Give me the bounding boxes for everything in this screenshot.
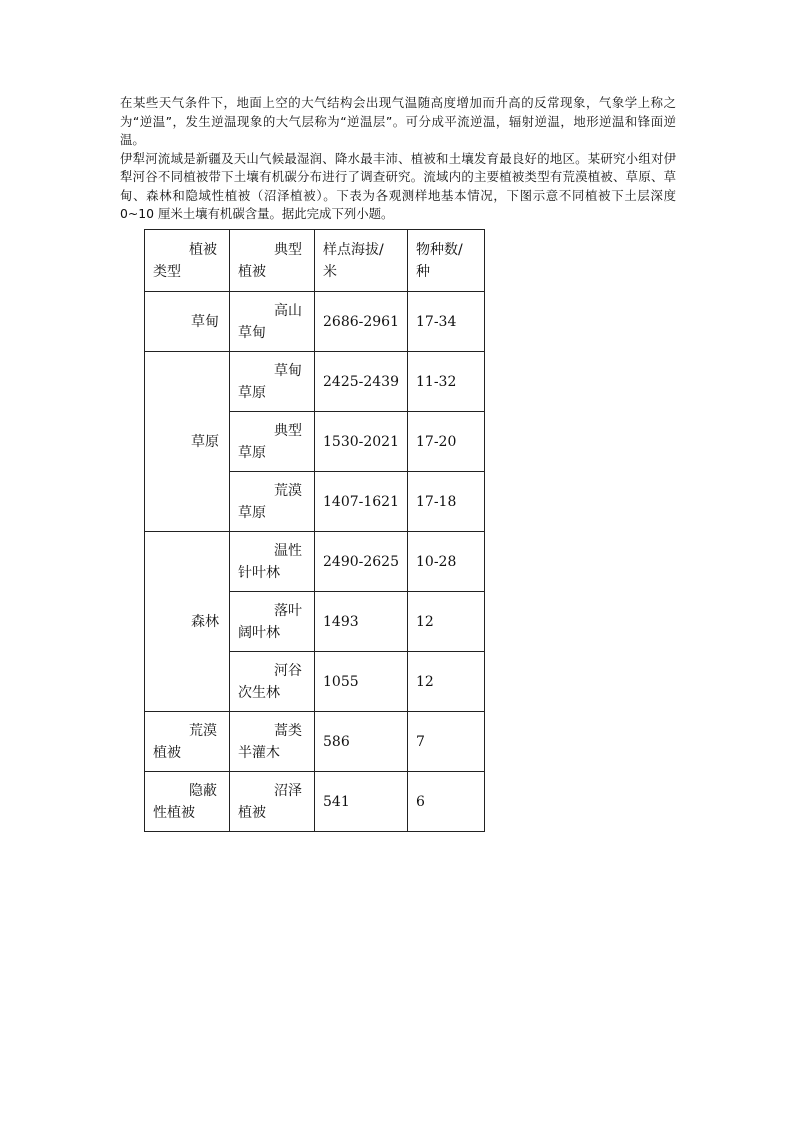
table-row	[145, 352, 485, 412]
typical-vegetation-cell: 蒿类 半灌木	[230, 712, 315, 772]
typical-vegetation-cell: 草甸 草原	[230, 352, 315, 412]
group-cell: 荒漠 植被	[145, 712, 230, 772]
intro-paragraph-2: 伊犁河流域是新疆及天山气候最湿润、降水最丰沛、植被和土壤发育最良好的地区。某研究小组对伊犁河谷不同植被带下土壤有机碳分布进行了调查研究。流域内的主要植被类型有荒漠植被、草原、草甸、森林和隐域性植被（沼泽植被）。下表为各观测样地基本情况，下图示意不同植被下土层深度 0~10 厘米土壤有机碳含量。据此完成下列小题。	[120, 150, 676, 221]
species-cell: 17-34	[408, 292, 485, 352]
elevation-cell: 2490-2625	[315, 532, 408, 592]
typical-vegetation-cell: 荒漠 草原	[230, 472, 315, 532]
intro-paragraph-1: 在某些天气条件下，地面上空的大气结构会出现气温随高度增加而升高的反常现象，气象学上称之为“逆温”，发生逆温现象的大气层称为“逆温层”。可分成平流逆温，辐射逆温，地形逆温和锋面逆温。	[120, 95, 676, 147]
group-cell: 草原	[145, 352, 230, 532]
elevation-cell: 2425-2439	[315, 352, 408, 412]
species-cell: 12	[408, 652, 485, 712]
species-cell: 7	[408, 712, 485, 772]
typical-vegetation-cell: 温性 针叶林	[230, 532, 315, 592]
typical-vegetation-cell: 河谷 次生林	[230, 652, 315, 712]
elevation-cell: 1407-1621	[315, 472, 408, 532]
elevation-cell: 586	[315, 712, 408, 772]
intro-text	[120, 94, 676, 224]
elevation-cell: 2686-2961	[315, 292, 408, 352]
header-species-count: 物种数/ 种	[408, 230, 485, 292]
header-vegetation-type: 植被 类型	[145, 230, 230, 292]
typical-vegetation-cell: 典型 草原	[230, 412, 315, 472]
group-cell: 森林	[145, 532, 230, 712]
species-cell: 6	[408, 772, 485, 832]
header-elevation: 样点海拔/ 米	[315, 230, 408, 292]
species-cell: 17-18	[408, 472, 485, 532]
species-cell: 11-32	[408, 352, 485, 412]
table-row	[145, 532, 485, 592]
table-row	[145, 772, 485, 832]
header-typical-vegetation: 典型 植被	[230, 230, 315, 292]
elevation-cell: 1055	[315, 652, 408, 712]
table-row	[145, 712, 485, 772]
species-cell: 12	[408, 592, 485, 652]
elevation-cell: 1493	[315, 592, 408, 652]
table-header-row	[145, 230, 485, 292]
typical-vegetation-cell: 落叶 阔叶林	[230, 592, 315, 652]
species-cell: 17-20	[408, 412, 485, 472]
group-cell: 隐蔽 性植被	[145, 772, 230, 832]
typical-vegetation-cell: 沼泽 植被	[230, 772, 315, 832]
group-cell: 草甸	[145, 292, 230, 352]
table-row	[145, 292, 485, 352]
typical-vegetation-cell: 高山 草甸	[230, 292, 315, 352]
elevation-cell: 541	[315, 772, 408, 832]
species-cell: 10-28	[408, 532, 485, 592]
vegetation-table	[144, 229, 485, 832]
elevation-cell: 1530-2021	[315, 412, 408, 472]
